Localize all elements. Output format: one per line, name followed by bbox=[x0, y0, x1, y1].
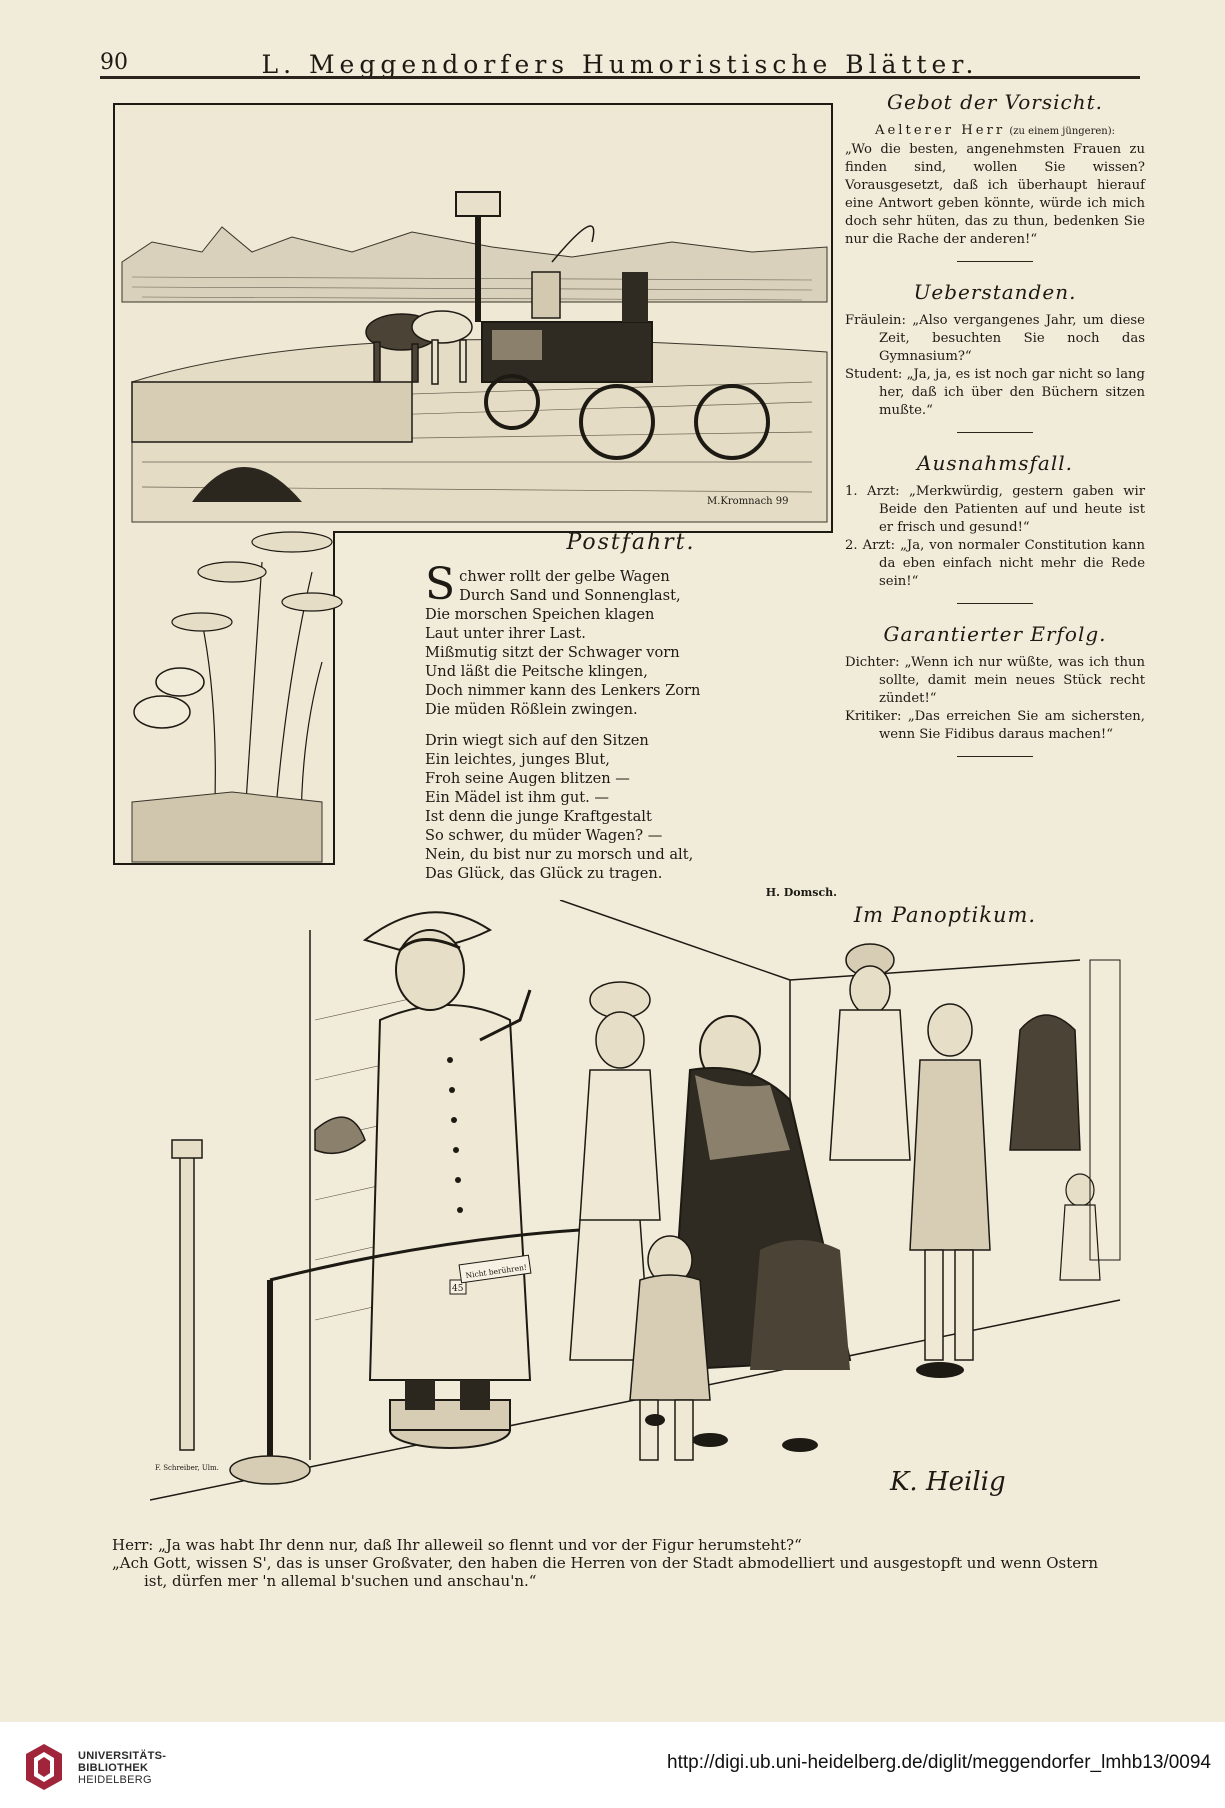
poem-line: Ein Mädel ist ihm gut. — bbox=[425, 789, 609, 806]
cartoon-caption bbox=[112, 1536, 1152, 1590]
joke-text: Kritiker: „Das erreichen Sie am sichersten, wenn Sie Fidibus daraus machen!“ bbox=[845, 709, 1145, 742]
joke-text: „Wo die besten, angenehmsten Frauen zu finden sind, wollen Sie wissen? Vorausgesetzt, daß ich überhaupt hierauf eine Antwort geben könnte, würde ich mich doch sehr hüten, das zu thun, bedenken Sie nur die Rache der anderen!“ bbox=[845, 142, 1145, 247]
poem-line: Die müden Rößlein zwingen. bbox=[425, 701, 638, 718]
university-library-logo-icon bbox=[22, 1740, 66, 1792]
poem-line: Ein leichtes, junges Blut, bbox=[425, 751, 610, 768]
poem-line: Froh seine Augen blitzen — bbox=[425, 770, 630, 787]
section-divider bbox=[957, 756, 1033, 757]
poem-line: Das Glück, das Glück zu tragen. bbox=[425, 865, 663, 882]
joke-title: Garantierter Erfolg. bbox=[883, 622, 1107, 646]
page-number: 90 bbox=[100, 50, 128, 75]
poem-line: Durch Sand und Sonnenglast, bbox=[459, 587, 681, 604]
header-rule bbox=[100, 76, 1140, 79]
joke-ausnahmsfall bbox=[845, 451, 1145, 591]
illustration-signature: M.Kromnach 99 bbox=[707, 496, 789, 507]
panoptikum-cartoon bbox=[150, 900, 1130, 1540]
printer-credit: F. Schreiber, Ulm. bbox=[155, 1464, 219, 1472]
poem-line: Doch nimmer kann des Lenkers Zorn bbox=[425, 682, 701, 699]
joke-garantierter-erfolg bbox=[845, 622, 1145, 744]
section-divider bbox=[957, 432, 1033, 433]
do-not-touch-sign: Nicht berühren! bbox=[465, 1262, 528, 1281]
poem-line: chwer rollt der gelbe Wagen bbox=[459, 568, 670, 585]
joke-text: 2. Arzt: „Ja, von normaler Constitution kann da eben einfach nicht mehr die Rede sein!“ bbox=[845, 538, 1145, 589]
poem-line: So schwer, du müder Wagen? — bbox=[425, 827, 663, 844]
panoptikum-drawing bbox=[150, 900, 1130, 1540]
permalink-url[interactable]: http://digi.ub.uni-heidelberg.de/diglit/meggendorfer_lmhb13/0094 bbox=[667, 1752, 1211, 1773]
poem-line: Nein, du bist nur zu morsch und alt, bbox=[425, 846, 694, 863]
poem-author: H. Domsch. bbox=[765, 886, 837, 899]
stage-note: (zu einem jüngeren): bbox=[1009, 126, 1115, 137]
library-footer bbox=[0, 1722, 1225, 1808]
library-name-line: UNIVERSITÄTS- bbox=[78, 1750, 167, 1762]
poem-line: Laut unter ihrer Last. bbox=[425, 625, 586, 642]
joke-text: Student: „Ja, ja, es ist noch gar nicht so lang her, daß ich über den Büchern sitzen mußte.“ bbox=[845, 367, 1145, 418]
joke-ueberstanden bbox=[845, 280, 1145, 420]
caption-line: Herr: „Ja was habt Ihr denn nur, daß Ihr alleweil so flennt und vor der Figur herumsteht?“ bbox=[112, 1536, 802, 1554]
joke-text: Dichter: „Wenn ich nur wüßte, was ich thun sollte, damit mein neues Stück recht zündet!“ bbox=[845, 655, 1145, 706]
poem-line: Drin wiegt sich auf den Sitzen bbox=[425, 732, 649, 749]
drop-cap: S bbox=[425, 559, 456, 610]
joke-text: Fräulein: „Also vergangenes Jahr, um diese Zeit, besuchten Sie noch das Gymnasium?“ bbox=[845, 313, 1145, 364]
joke-gebot-der-vorsicht bbox=[845, 90, 1145, 249]
library-name-line: HEIDELBERG bbox=[78, 1774, 152, 1786]
library-name-line: BIBLIOTHEK bbox=[78, 1762, 149, 1774]
joke-title: Ausnahmsfall. bbox=[917, 451, 1073, 475]
caption-line: ist, dürfen mer 'n allemal b'suchen und anschau'n.“ bbox=[144, 1572, 537, 1590]
poem-postfahrt bbox=[425, 530, 837, 899]
poem-stanza-1 bbox=[425, 559, 837, 719]
cartoon-title: Im Panoptikum. bbox=[853, 903, 1037, 927]
poem-stanza-2 bbox=[425, 731, 837, 883]
poem-title: Postfahrt. bbox=[566, 530, 696, 555]
artist-signature: K. Heilig bbox=[890, 1467, 1006, 1497]
poem-line: Mißmutig sitzt der Schwager vorn bbox=[425, 644, 680, 661]
joke-speaker-line bbox=[845, 122, 1145, 141]
poem-line: Und läßt die Peitsche klingen, bbox=[425, 663, 648, 680]
section-divider bbox=[957, 261, 1033, 262]
joke-title: Ueberstanden. bbox=[913, 280, 1077, 304]
figure-tag-number: 45 bbox=[452, 1284, 464, 1294]
section-divider bbox=[957, 603, 1033, 604]
jokes-column bbox=[845, 90, 1145, 775]
poem-line: Die morschen Speichen klagen bbox=[425, 606, 655, 623]
speaker-name: Aelterer Herr bbox=[874, 123, 1006, 138]
caption-line: „Ach Gott, wissen S', das is unser Großvater, den haben die Herren von der Stadt abmodelliert und ausgestopft und wenn Ostern bbox=[112, 1554, 1098, 1572]
poem-line: Ist denn die junge Kraftgestalt bbox=[425, 808, 652, 825]
magazine-title: L. Meggendorfers Humoristische Blätter. bbox=[261, 50, 979, 79]
library-name bbox=[78, 1750, 166, 1786]
joke-title: Gebot der Vorsicht. bbox=[887, 90, 1103, 114]
joke-text: 1. Arzt: „Merkwürdig, gestern gaben wir Beide den Patienten auf und heute ist er frisch und gesund!“ bbox=[845, 484, 1145, 535]
